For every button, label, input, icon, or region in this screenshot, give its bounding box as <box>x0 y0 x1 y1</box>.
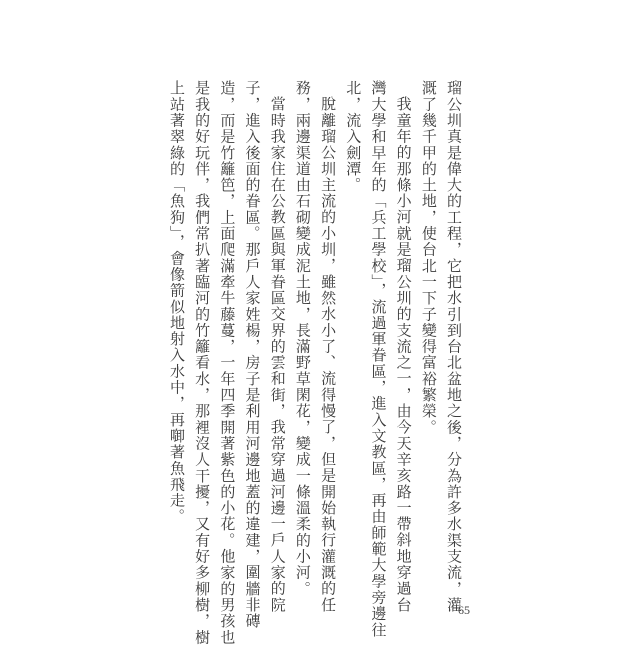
text-column: 造，而是竹籬笆，上面爬滿牽牛藤蔓，一年四季開著紫色的小花。他家的男孩也 <box>218 80 237 645</box>
text-column: 溉了幾千甲的土地，使台北一下子變得富裕繁榮。 <box>419 80 438 436</box>
text-column: 瑠公圳真是偉大的工程，它把水引到台北盆地之後，分為許多水渠支流，灌 <box>445 80 463 613</box>
text-column: 上站著翠綠的「魚狗」，會像箭似地射入水中，再啣著魚飛走。 <box>167 80 186 525</box>
text-column: 務，兩邊渠道由石砌變成泥土地，長滿野草閑花，變成一條溫柔的小河。 <box>293 80 312 597</box>
text-column: 是我的好玩伴，我們常扒著臨河的竹籬看水，那裡沒人干擾，又有好多柳樹，樹 <box>193 80 212 645</box>
text-column: 我童年的那條小河就是瑠公圳的支流之一，由今天辛亥路一帶斜地穿過台 <box>394 96 413 613</box>
text-column: 當時我家住在公教區與軍眷區交界的雲和街，我常穿過河邊一戶人家的院 <box>268 96 287 613</box>
page-number: 65 <box>458 603 470 617</box>
text-column: 灣大學和早年的「兵工學校」，流過軍眷區，進入文教區，再由師範大學旁邊往 <box>369 80 388 638</box>
text-column: 脫離瑠公圳主流的小圳，雖然水小了、流得慢了，但是開始執行灌溉的任 <box>319 96 338 613</box>
text-column: 子，進入後面的眷區。那戶人家姓楊，房子是利用河邊地蓋的違建，圍牆非磚 <box>243 80 262 630</box>
vertical-text-block <box>167 80 463 645</box>
text-column: 北，流入劍潭。 <box>344 80 363 194</box>
